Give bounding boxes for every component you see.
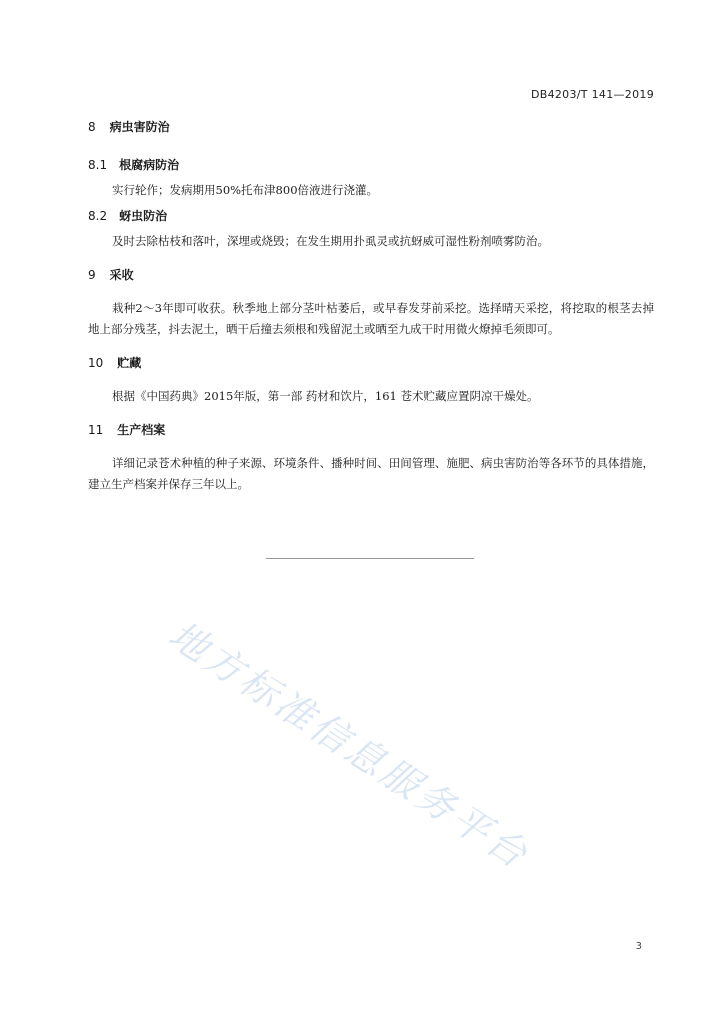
subsection-title: 根腐病防治 [119,158,180,172]
section-number: 11 [88,423,104,437]
subsection-title: 蚜虫防治 [119,209,168,223]
section-11-heading [88,421,654,439]
section-title: 采收 [109,268,134,282]
page-number: 3 [635,941,642,952]
section-title: 病虫害防治 [109,120,170,134]
section-title: 生产档案 [117,423,166,437]
section-title: 贮藏 [117,356,142,370]
document-code: DB4203/T 141—2019 [530,88,654,101]
section-11-text: 详细记录苍术种植的种子来源、环境条件、播种时间、田间管理、施肥、病虫害防治等各环节的具体措施，建立生产档案并保存三年以上。 [88,456,654,491]
end-rule [266,558,474,559]
subsection-number: 8.2 [88,209,108,223]
section-9-text: 栽种2～3年即可收获。秋季地上部分茎叶枯萎后，或早春发芽前采挖。选择晴天采挖，将挖取的根茎去掉地上部分残茎，抖去泥土，晒干后撞去须根和残留泥土或晒至九成干时用微火燎掉毛须即可。 [88,301,654,336]
watermark: 地方标准信息服务平台 [161,612,538,879]
section-8-2-text: 及时去除枯枝和落叶，深埋或烧毁；在发生期用扑虱灵或抗蚜威可湿性粉剂喷雾防治。 [112,234,549,248]
section-number: 8 [88,120,96,134]
section-8-heading [88,118,654,136]
section-number: 10 [88,356,104,370]
document-body [88,118,654,495]
section-number: 9 [88,268,96,282]
section-8-2-heading [88,207,654,225]
subsection-number: 8.1 [88,158,108,172]
section-9-heading [88,266,654,284]
section-8-1-text: 实行轮作；发病期用50%托布津800倍液进行浇灌。 [112,183,379,197]
section-10-text: 根据《中国药典》2015年版，第一部 药材和饮片，161 苍术贮藏应置阴凉干燥处。 [112,389,539,403]
section-10-heading [88,354,654,372]
section-8-1-heading [88,156,654,174]
